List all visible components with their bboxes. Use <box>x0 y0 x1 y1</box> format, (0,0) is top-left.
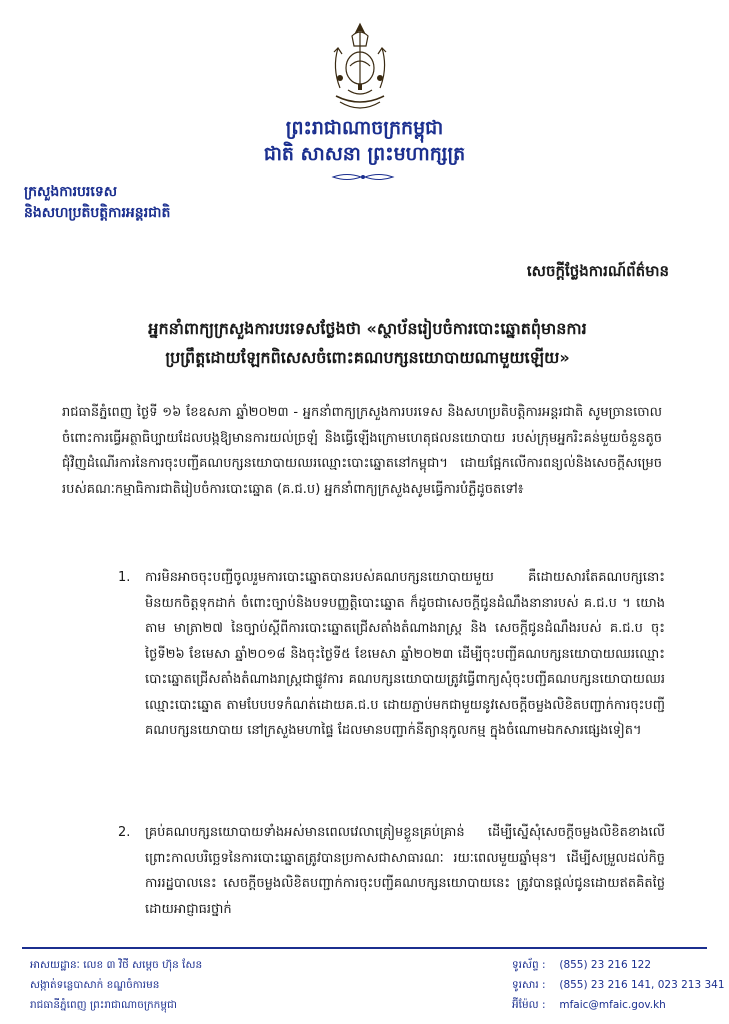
document-type-label: សេចក្តីថ្លែងការណ៍ព័ត៌មាន <box>526 262 669 280</box>
email-label: អ៊ីម៉ែល : <box>512 999 546 1011</box>
list-item-text: គ្រប់គណបក្សនយោបាយទាំងអស់មានពេលវេលាត្រៀមខ្លួនគ្រប់គ្រាន់ ដើម្បីស្នើសុំសេចក្តីចម្លងលិខិតខាងលើ ព្រោះកាលបរិច្ឆេទនៃការបោះឆ្នោតត្រូវបានប្រកាសជាសាធារណៈ រយៈពេលមួយឆ្នាំមុន។ ដើម្បីសម្រួលដល់កិច្ចការរដ្ឋបាលនេះ សេចក្តីចម្លងលិខិតបញ្ជាក់ការចុះបញ្ជីគណបក្សនយោបាយនេះ ត្រូវបានផ្តល់ជូនដោយឥតគិតថ្លៃ ដោយអាជ្ញាធរថ្នាក់ <box>145 825 665 917</box>
phone-row <box>512 955 725 975</box>
phone-value: (855) 23 216 122 <box>559 959 652 971</box>
headline-line-1: អ្នកនាំពាក្យក្រសួងការបរទេសថ្លែងថា «ស្ថាប័នរៀបចំការបោះឆ្នោតពុំមានការ <box>148 319 587 338</box>
fax-value: (855) 23 216 141, 023 213 341 <box>559 979 725 991</box>
footer-contact <box>512 955 725 1015</box>
address-line: រាជធានីភ្នំពេញ ព្រះរាជាណាចក្រកម្ពុជា <box>30 999 177 1011</box>
ministry-name-continued: និងសហប្រតិបត្តិការអន្តរជាតិ <box>24 205 171 221</box>
email-value[interactable]: mfaic@mfaic.gov.kh <box>559 999 666 1011</box>
footer-divider <box>22 947 707 949</box>
footer-address <box>30 955 202 1015</box>
list-item-number: 2. <box>118 825 131 840</box>
address-line: អាសយដ្ឋានៈ លេខ ៣ វិថី សម្តេច ហ៊ុន សែន <box>30 959 203 971</box>
list-item-text: ការមិនអាចចុះបញ្ជីចូលរួមការបោះឆ្នោតបានរបស់គណបក្សនយោបាយមួយ គឺដោយសារតែគណបក្សនោះមិនយកចិត្តទុកដាក់ ចំពោះច្បាប់និងបទបញ្ញត្តិបោះឆ្នោត ក៏ដូចជាសេចក្តីជូនដំណឹងនានារបស់ គ.ជ.ប ។ យោងតាម មាត្រា២៧ នៃច្បាប់ស្តីពីការបោះឆ្នោតជ្រើសតាំងតំណាងរាស្ត្រ និង សេចក្តីជូនដំណឹងរបស់ គ.ជ.ប ចុះថ្ងៃទី២៦ ខែមេសា ឆ្នាំ២០១៨ និងចុះថ្ងៃទី៥ ខែមេសា ឆ្នាំ២០២៣ ដើម្បីចុះបញ្ជីគណបក្សនយោបាយឈរឈ្មោះបោះឆ្នោតជ្រើសតាំងតំណាងរាស្ត្រជាផ្លូវការ គណបក្សនយោបាយត្រូវធ្វើពាក្យសុំចុះបញ្ជីគណបក្សនយោបាយឈរឈ្មោះបោះឆ្នោត តាមបែបបទកំណត់ដោយគ.ជ.ប ដោយភ្ជាប់មកជាមួយនូវសេចក្តីចម្លងលិខិតបញ្ជាក់ការចុះបញ្ជីគណបក្សនយោបាយ នៅក្រសួងមហាផ្ទៃ ដែលមានបញ្ជាក់នីត្យានុកូលកម្ម ក្នុងចំណោមឯកសារផ្សេងទៀត។ <box>145 570 665 738</box>
fax-label: ទូរសារ : <box>512 979 546 991</box>
headline-line-2: ប្រព្រឹត្តដោយឡែកពិសេសចំពោះគណបក្សនយោបាយណាមួយឡើយ» <box>165 348 570 367</box>
royal-coat-of-arms-icon <box>318 18 402 116</box>
national-motto: ជាតិ សាសនា ព្រះមហាក្សត្រ <box>263 143 466 165</box>
phone-label: ទូរស័ព្ទ : <box>512 959 546 971</box>
ornament-divider-icon <box>331 172 395 182</box>
address-line: សង្កាត់ទន្លេបាសាក់ ខណ្ឌចំការមន <box>30 979 160 991</box>
email-row <box>512 995 725 1015</box>
fax-row <box>512 975 725 995</box>
intro-paragraph: រាជធានីភ្នំពេញ ថ្ងៃទី ១៦ ខែឧសភា ឆ្នាំ២០២៣ - អ្នកនាំពាក្យក្រសួងការបរទេស និងសហប្រតិបត្តិការអន្តរជាតិ សូមច្រានចោលចំពោះការធ្វើអត្ថាធិប្បាយដែលបង្កឱ្យមានការយល់ច្រឡំ និងធ្វើឡើងក្រោមហេតុផលនយោបាយ របស់ក្រុមអ្នករិះគន់មួយចំនួនតូច ជុំវិញដំណើរការនៃការចុះបញ្ជីគណបក្សនយោបាយឈរឈ្មោះបោះឆ្នោតនៅកម្ពុជា។ ដោយផ្អែកលើការពន្យល់និងសេចក្តីសម្រេចរបស់គណៈកម្មាធិការជាតិរៀបចំការបោះឆ្នោត (គ.ជ.ប) អ្នកនាំពាក្យក្រសួងសូមធ្វើការបំភ្លឺដូចតទៅ៖ <box>62 405 662 497</box>
kingdom-title: ព្រះរាជាណាចក្រកម្ពុជា <box>285 117 444 139</box>
list-item-number: 1. <box>118 570 131 585</box>
ministry-name: ក្រសួងការបរទេស <box>24 184 118 200</box>
